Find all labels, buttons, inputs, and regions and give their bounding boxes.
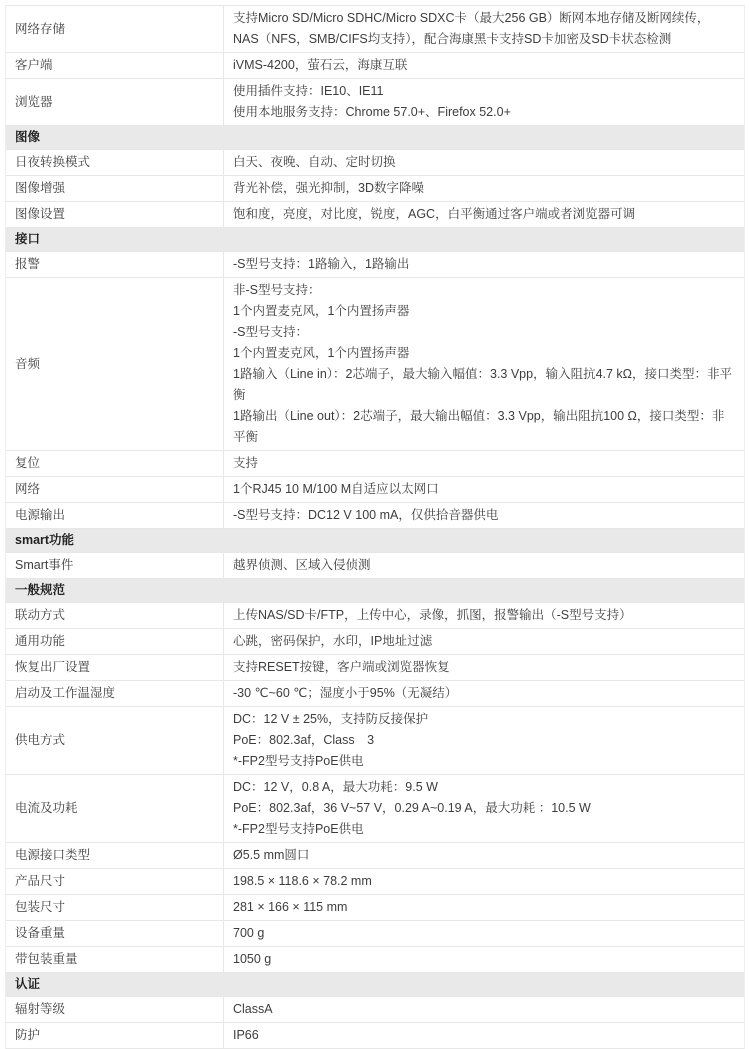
spec-value-line: 背光补偿，强光抑制，3D数字降噪 [233, 181, 424, 195]
spec-label: 电源输出 [15, 508, 66, 522]
spec-row [6, 707, 744, 775]
spec-value-line: -30 ℃~60 ℃；湿度小于95%（无凝结） [233, 686, 458, 700]
spec-label-cell [6, 843, 224, 868]
section-header-row [6, 529, 744, 553]
spec-label: 防护 [15, 1028, 41, 1042]
spec-label-cell [6, 278, 224, 450]
spec-value-line: 使用插件支持：IE10、IE11 [233, 84, 384, 98]
spec-value-line: 白天、夜晚、自动、定时切换 [233, 155, 396, 169]
spec-row [6, 176, 744, 202]
spec-label-cell [6, 503, 224, 528]
spec-value-cell [224, 53, 744, 78]
spec-value-cell [224, 6, 744, 52]
spec-label-cell [6, 53, 224, 78]
spec-value-line: -S型号支持：1路输入，1路输出 [233, 257, 410, 271]
spec-label: 图像增强 [15, 181, 66, 195]
spec-row [6, 503, 744, 529]
spec-value-line: 使用本地服务支持：Chrome 57.0+、Firefox 52.0+ [233, 105, 511, 119]
spec-value-cell [224, 176, 744, 201]
spec-label: 音频 [15, 356, 41, 371]
spec-value-cell [224, 869, 744, 894]
spec-value-cell [224, 997, 744, 1022]
spec-label: 电流及功耗 [15, 801, 78, 815]
spec-value-line: DC：12 V ± 25%，支持防反接保护 [233, 712, 429, 726]
spec-row [6, 655, 744, 681]
spec-value-cell [224, 252, 744, 277]
spec-label: 电源接口类型 [15, 848, 91, 862]
section-title: smart功能 [15, 533, 75, 547]
spec-value-line: 1个RJ45 10 M/100 M自适应以太网口 [233, 482, 439, 496]
spec-value-line: 上传NAS/SD卡/FTP，上传中心，录像，抓图，报警输出（-S型号支持） [233, 608, 632, 622]
section-header-row [6, 228, 744, 252]
spec-label-cell [6, 629, 224, 654]
section-title: 接口 [15, 232, 41, 246]
spec-label-cell [6, 150, 224, 175]
section-title: 图像 [15, 130, 41, 144]
spec-label: 包装尺寸 [15, 900, 66, 914]
spec-value-cell [224, 503, 744, 528]
spec-label-cell [6, 707, 224, 774]
spec-label-cell [6, 553, 224, 578]
spec-label-cell [6, 603, 224, 628]
section-header-row [6, 126, 744, 150]
spec-value-line: 1个内置麦克风，1个内置扬声器 [233, 346, 410, 360]
spec-label: 网络 [15, 482, 41, 496]
spec-value-cell [224, 707, 744, 774]
spec-value-cell [224, 451, 744, 476]
spec-label-cell [6, 655, 224, 680]
spec-value-cell [224, 553, 744, 578]
spec-value-line: IP66 [233, 1028, 259, 1042]
spec-row [6, 451, 744, 477]
spec-label: 供电方式 [15, 733, 66, 747]
spec-value-line: 198.5 × 118.6 × 78.2 mm [233, 874, 372, 888]
spec-label: 启动及工作温湿度 [15, 686, 116, 700]
spec-label-cell [6, 947, 224, 972]
spec-label: 日夜转换模式 [15, 155, 91, 169]
spec-label: 报警 [15, 257, 41, 271]
spec-row [6, 775, 744, 843]
spec-label: 复位 [15, 456, 41, 470]
spec-value-line: 支持RESET按键，客户端或浏览器恢复 [233, 660, 450, 674]
spec-label: 联动方式 [15, 608, 66, 622]
spec-value-cell [224, 79, 744, 125]
spec-label-cell [6, 921, 224, 946]
spec-label-cell [6, 1023, 224, 1048]
spec-label: 通用功能 [15, 634, 66, 648]
spec-row [6, 553, 744, 579]
spec-label: 浏览器 [15, 94, 53, 109]
spec-row [6, 79, 744, 126]
spec-label: Smart事件 [15, 558, 74, 572]
spec-value-cell [224, 150, 744, 175]
spec-label: 图像设置 [15, 207, 66, 221]
spec-label: 恢复出厂设置 [15, 660, 91, 674]
spec-value-line: Ø5.5 mm圆口 [233, 848, 310, 862]
spec-label-cell [6, 252, 224, 277]
spec-label-cell [6, 79, 224, 125]
spec-row [6, 1023, 744, 1049]
spec-label-cell [6, 6, 224, 52]
spec-value-line: 1路输出（Line out）：2芯端子，最大输出幅值：3.3 Vpp，输出阻抗100 Ω，接口类型：非平衡 [233, 409, 725, 444]
spec-value-line: 1个内置麦克风，1个内置扬声器 [233, 304, 410, 318]
spec-row [6, 202, 744, 228]
spec-value-line: 支持 [233, 456, 259, 470]
spec-value-line: DC：12 V，0.8 A，最大功耗：9.5 W [233, 780, 438, 794]
spec-label-cell [6, 202, 224, 227]
spec-value-line: 饱和度，亮度，对比度，锐度，AGC，白平衡通过客户端或者浏览器可调 [233, 207, 636, 221]
spec-row [6, 681, 744, 707]
spec-label: 带包装重量 [15, 952, 78, 966]
spec-label-cell [6, 895, 224, 920]
spec-value-cell [224, 775, 744, 842]
spec-value-cell [224, 278, 744, 450]
section-title: 一般规范 [15, 583, 66, 597]
spec-value-line: PoE：802.3af，Class 3 [233, 733, 375, 747]
spec-value-line: iVMS-4200，萤石云，海康互联 [233, 58, 408, 72]
spec-row [6, 477, 744, 503]
spec-label-cell [6, 997, 224, 1022]
spec-label: 设备重量 [15, 926, 66, 940]
spec-value-cell [224, 629, 744, 654]
spec-row [6, 921, 744, 947]
spec-label-cell [6, 477, 224, 502]
spec-value-line: 非-S型号支持： [233, 283, 321, 297]
spec-value-line: 1路输入（Line in）：2芯端子，最大输入幅值：3.3 Vpp，输入阻抗4.7 kΩ，接口类型：非平衡 [233, 367, 733, 402]
section-header-row [6, 973, 744, 997]
spec-value-line: ClassA [233, 1002, 273, 1016]
section-title: 认证 [15, 977, 41, 991]
spec-value-cell [224, 655, 744, 680]
spec-value-line: 支持Micro SD/Micro SDHC/Micro SDXC卡（最大256 GB）断网本地存储及断网续传，NAS（NFS，SMB/CIFS均支持），配合海康黑卡支持SD卡加密及SD卡状态检测 [233, 11, 710, 46]
spec-row [6, 278, 744, 451]
spec-value-cell [224, 202, 744, 227]
spec-value-line: *-FP2型号支持PoE供电 [233, 754, 364, 768]
spec-row [6, 843, 744, 869]
spec-value-cell [224, 947, 744, 972]
spec-row [6, 252, 744, 278]
spec-value-line: 281 × 166 × 115 mm [233, 900, 348, 914]
spec-value-line: 1050 g [233, 952, 272, 966]
spec-value-line: 心跳，密码保护，水印，IP地址过滤 [233, 634, 433, 648]
spec-row [6, 53, 744, 79]
spec-value-cell [224, 843, 744, 868]
spec-value-cell [224, 603, 744, 628]
spec-value-cell [224, 1023, 744, 1048]
spec-row [6, 629, 744, 655]
spec-value-cell [224, 921, 744, 946]
spec-row [6, 997, 744, 1023]
spec-label-cell [6, 775, 224, 842]
spec-label: 客户端 [15, 58, 53, 72]
spec-value-line: PoE：802.3af，36 V~57 V，0.29 A~0.19 A，最大功耗 ：10.5 W [233, 801, 591, 815]
spec-value-line: 700 g [233, 926, 265, 940]
spec-label-cell [6, 176, 224, 201]
spec-value-cell [224, 477, 744, 502]
spec-label: 辐射等级 [15, 1002, 66, 1016]
spec-row [6, 947, 744, 973]
spec-row [6, 150, 744, 176]
spec-label: 网络存储 [15, 21, 66, 36]
spec-row [6, 869, 744, 895]
spec-label-cell [6, 681, 224, 706]
spec-value-line: -S型号支持： [233, 325, 309, 339]
section-header-row [6, 579, 744, 603]
spec-row [6, 895, 744, 921]
spec-label: 产品尺寸 [15, 874, 66, 888]
spec-label-cell [6, 869, 224, 894]
spec-value-cell [224, 681, 744, 706]
spec-table [5, 5, 745, 1049]
spec-value-line: *-FP2型号支持PoE供电 [233, 822, 364, 836]
spec-row [6, 6, 744, 53]
spec-value-line: -S型号支持：DC12 V 100 mA，仅供拾音器供电 [233, 508, 499, 522]
spec-label-cell [6, 451, 224, 476]
spec-value-line: 越界侦测、区域入侵侦测 [233, 558, 371, 572]
spec-row [6, 603, 744, 629]
spec-value-cell [224, 895, 744, 920]
